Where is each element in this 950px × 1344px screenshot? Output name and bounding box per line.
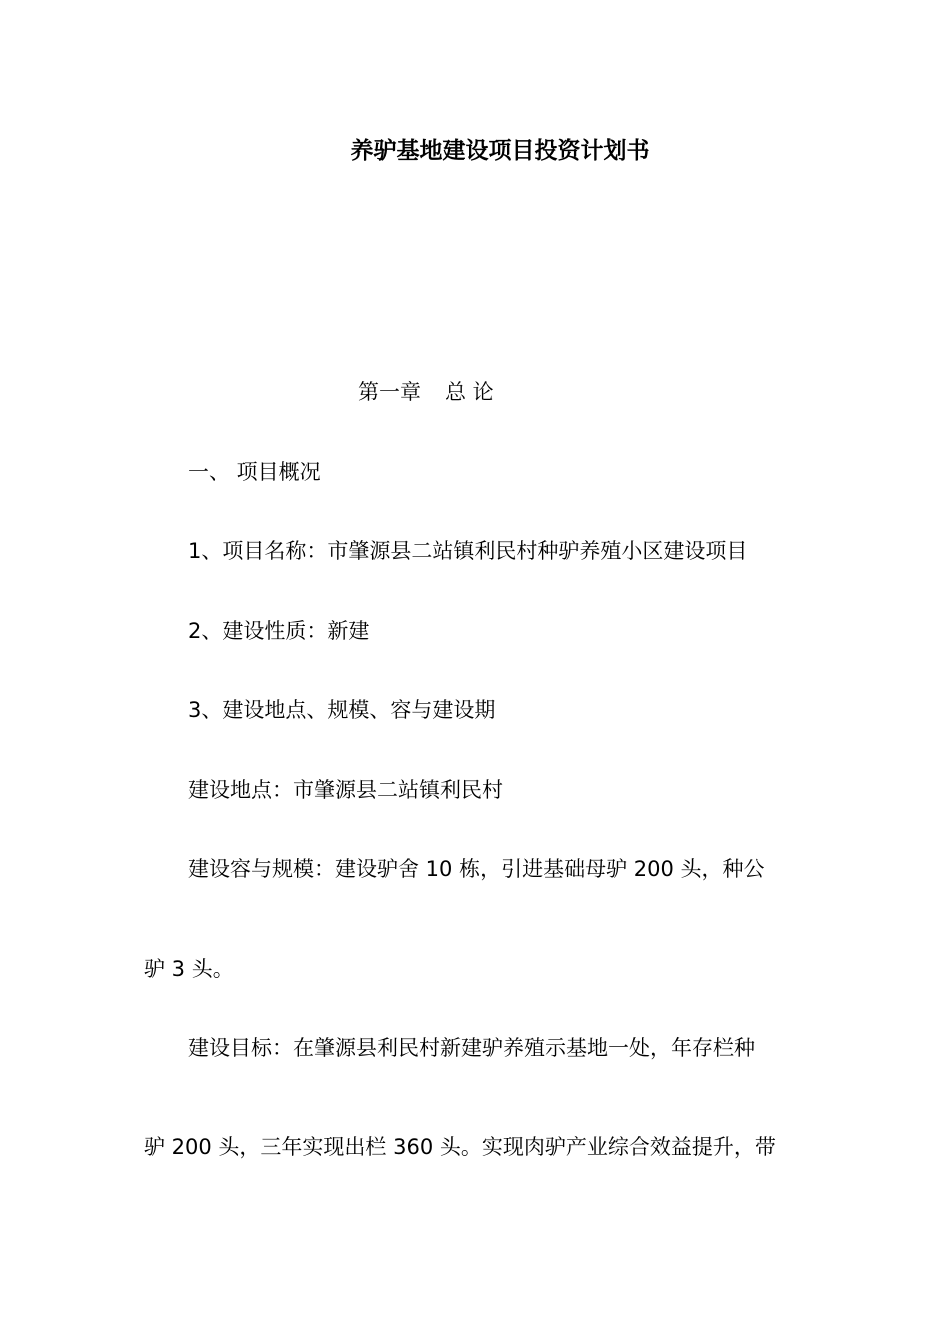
paragraph-line: 建设容与规模：建设驴舍 10 栋，引进基础母驴 200 头，种公	[188, 857, 765, 881]
paragraph-line: 2、建设性质：新建	[188, 619, 370, 643]
paragraph-line: 3、建设地点、规模、容与建设期	[188, 698, 496, 722]
chapter-heading	[358, 378, 494, 406]
section-heading: 一、 项目概况	[188, 460, 321, 484]
paragraph-line: 1、项目名称：市肇源县二站镇利民村种驴养殖小区建设项目	[188, 539, 748, 563]
document-title: 养驴基地建设项目投资计划书	[350, 138, 650, 164]
paragraph-line: 驴 200 头，三年实现出栏 360 头。实现肉驴产业综合效益提升，带	[144, 1135, 776, 1159]
paragraph-line: 驴 3 头。	[144, 957, 234, 981]
chapter-number: 第一章	[358, 380, 421, 404]
paragraph-line: 建设地点：市肇源县二站镇利民村	[188, 778, 503, 802]
chapter-name: 总 论	[445, 380, 494, 404]
paragraph-line: 建设目标：在肇源县利民村新建驴养殖示基地一处，年存栏种	[188, 1036, 755, 1060]
